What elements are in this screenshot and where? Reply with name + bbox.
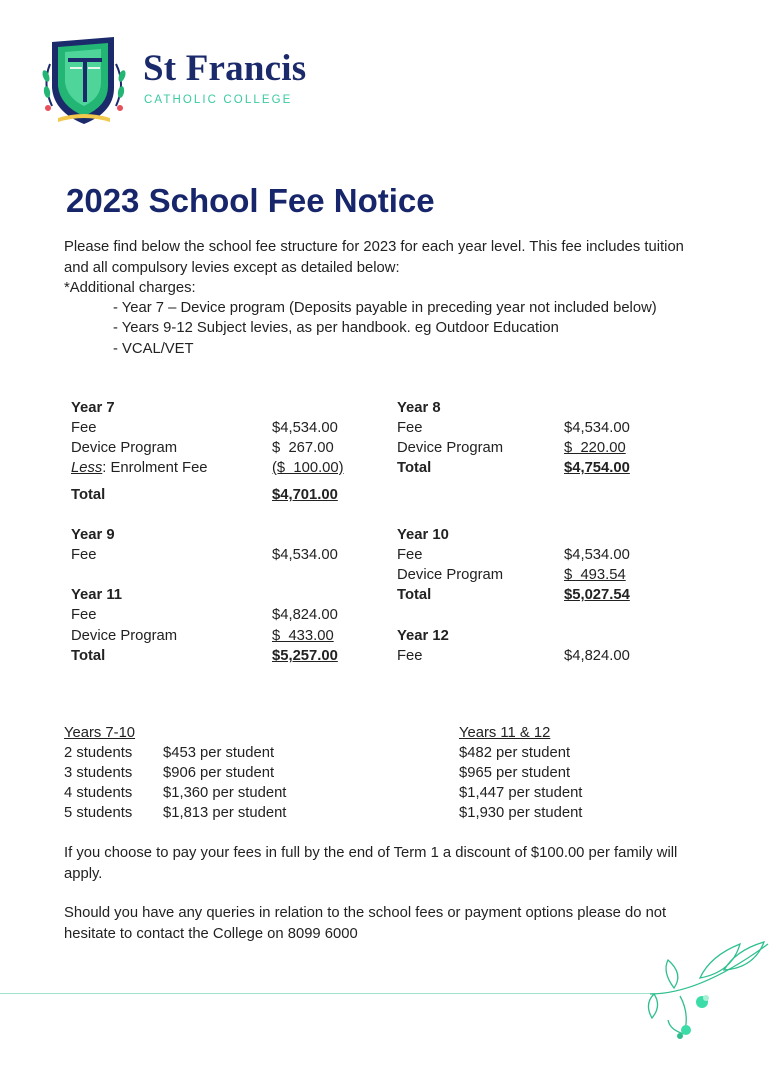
device-value: $ 220.00 xyxy=(564,440,626,456)
fee-label: Fee xyxy=(71,420,97,436)
year-12-heading: Year 12 xyxy=(397,628,449,644)
total-value: $5,257.00 xyxy=(272,648,338,664)
intro-paragraph: Please find below the school fee structure for 2023 for each year level. This fee includes tuition and all compulsory levies except as detailed below: xyxy=(64,239,684,276)
leaf-sprig-icon xyxy=(640,938,772,1048)
charge-item: - Years 9-12 Subject levies, as per handbook. eg Outdoor Education xyxy=(113,320,559,336)
years-11-12-heading: Years 11 & 12 xyxy=(459,725,551,741)
rate-11-12: $482 per student xyxy=(459,745,571,761)
fee-label: Fee xyxy=(397,648,423,664)
total-label: Total xyxy=(71,487,106,503)
rate-7-10: $453 per student xyxy=(163,745,275,761)
device-label: Device Program xyxy=(397,440,504,456)
year-8-heading: Year 8 xyxy=(397,400,441,416)
less-rest: : Enrolment Fee xyxy=(102,460,208,476)
device-label: Device Program xyxy=(71,440,178,456)
year-7-heading: Year 7 xyxy=(71,400,115,416)
rate-11-12: $965 per student xyxy=(459,765,571,781)
device-value: $ 267.00 xyxy=(272,440,334,456)
rate-7-10: $906 per student xyxy=(163,765,275,781)
less-enrolment-label xyxy=(71,458,208,478)
college-name: St Francis xyxy=(143,48,307,89)
fee-label: Fee xyxy=(71,547,97,563)
fee-label: Fee xyxy=(397,547,423,563)
device-value: $ 493.54 xyxy=(564,567,626,583)
total-label: Total xyxy=(397,460,432,476)
total-label: Total xyxy=(71,648,106,664)
fee-value: $4,534.00 xyxy=(564,547,630,563)
total-value: $5,027.54 xyxy=(564,587,630,603)
fee-label: Fee xyxy=(71,607,97,623)
discount-note: If you choose to pay your fees in full by the end of Term 1 a discount of $100.00 per family will apply. xyxy=(64,845,678,882)
device-label: Device Program xyxy=(71,628,178,644)
rate-7-10: $1,813 per student xyxy=(163,805,287,821)
contact-note: Should you have any queries in relation to the school fees or payment options please do not hesitate to contact the College on 8099 6000 xyxy=(64,905,667,942)
rate-11-12: $1,930 per student xyxy=(459,805,583,821)
years-7-10-heading: Years 7-10 xyxy=(64,725,136,741)
footer-divider xyxy=(0,993,660,994)
fee-label: Fee xyxy=(397,420,423,436)
total-label: Total xyxy=(397,587,432,603)
additional-charges-label: *Additional charges: xyxy=(64,280,196,296)
student-count: 4 students xyxy=(64,785,133,801)
total-value: $4,701.00 xyxy=(272,487,338,503)
less-word: Less xyxy=(71,460,103,476)
student-count: 5 students xyxy=(64,805,133,821)
charge-item: - Year 7 – Device program (Deposits payable in preceding year not included below) xyxy=(113,300,657,316)
fee-value: $4,534.00 xyxy=(272,420,338,436)
less-enrolment-value: ($ 100.00) xyxy=(272,460,344,476)
college-crest-icon xyxy=(38,34,130,126)
year-11-heading: Year 11 xyxy=(71,587,123,603)
year-9-heading: Year 9 xyxy=(71,527,115,543)
student-count: 3 students xyxy=(64,765,133,781)
year-10-heading: Year 10 xyxy=(397,527,449,543)
student-count: 2 students xyxy=(64,745,133,761)
fee-value: $4,534.00 xyxy=(272,547,338,563)
total-value: $4,754.00 xyxy=(564,460,630,476)
device-label: Device Program xyxy=(397,567,504,583)
fee-value: $4,824.00 xyxy=(272,607,338,623)
rate-7-10: $1,360 per student xyxy=(163,785,287,801)
fee-value: $4,534.00 xyxy=(564,420,630,436)
charge-item: - VCAL/VET xyxy=(113,341,194,357)
device-value: $ 433.00 xyxy=(272,628,334,644)
rate-11-12: $1,447 per student xyxy=(459,785,583,801)
fee-value: $4,824.00 xyxy=(564,648,630,664)
college-subtitle: CATHOLIC COLLEGE xyxy=(144,94,293,106)
page-title: 2023 School Fee Notice xyxy=(66,182,435,219)
